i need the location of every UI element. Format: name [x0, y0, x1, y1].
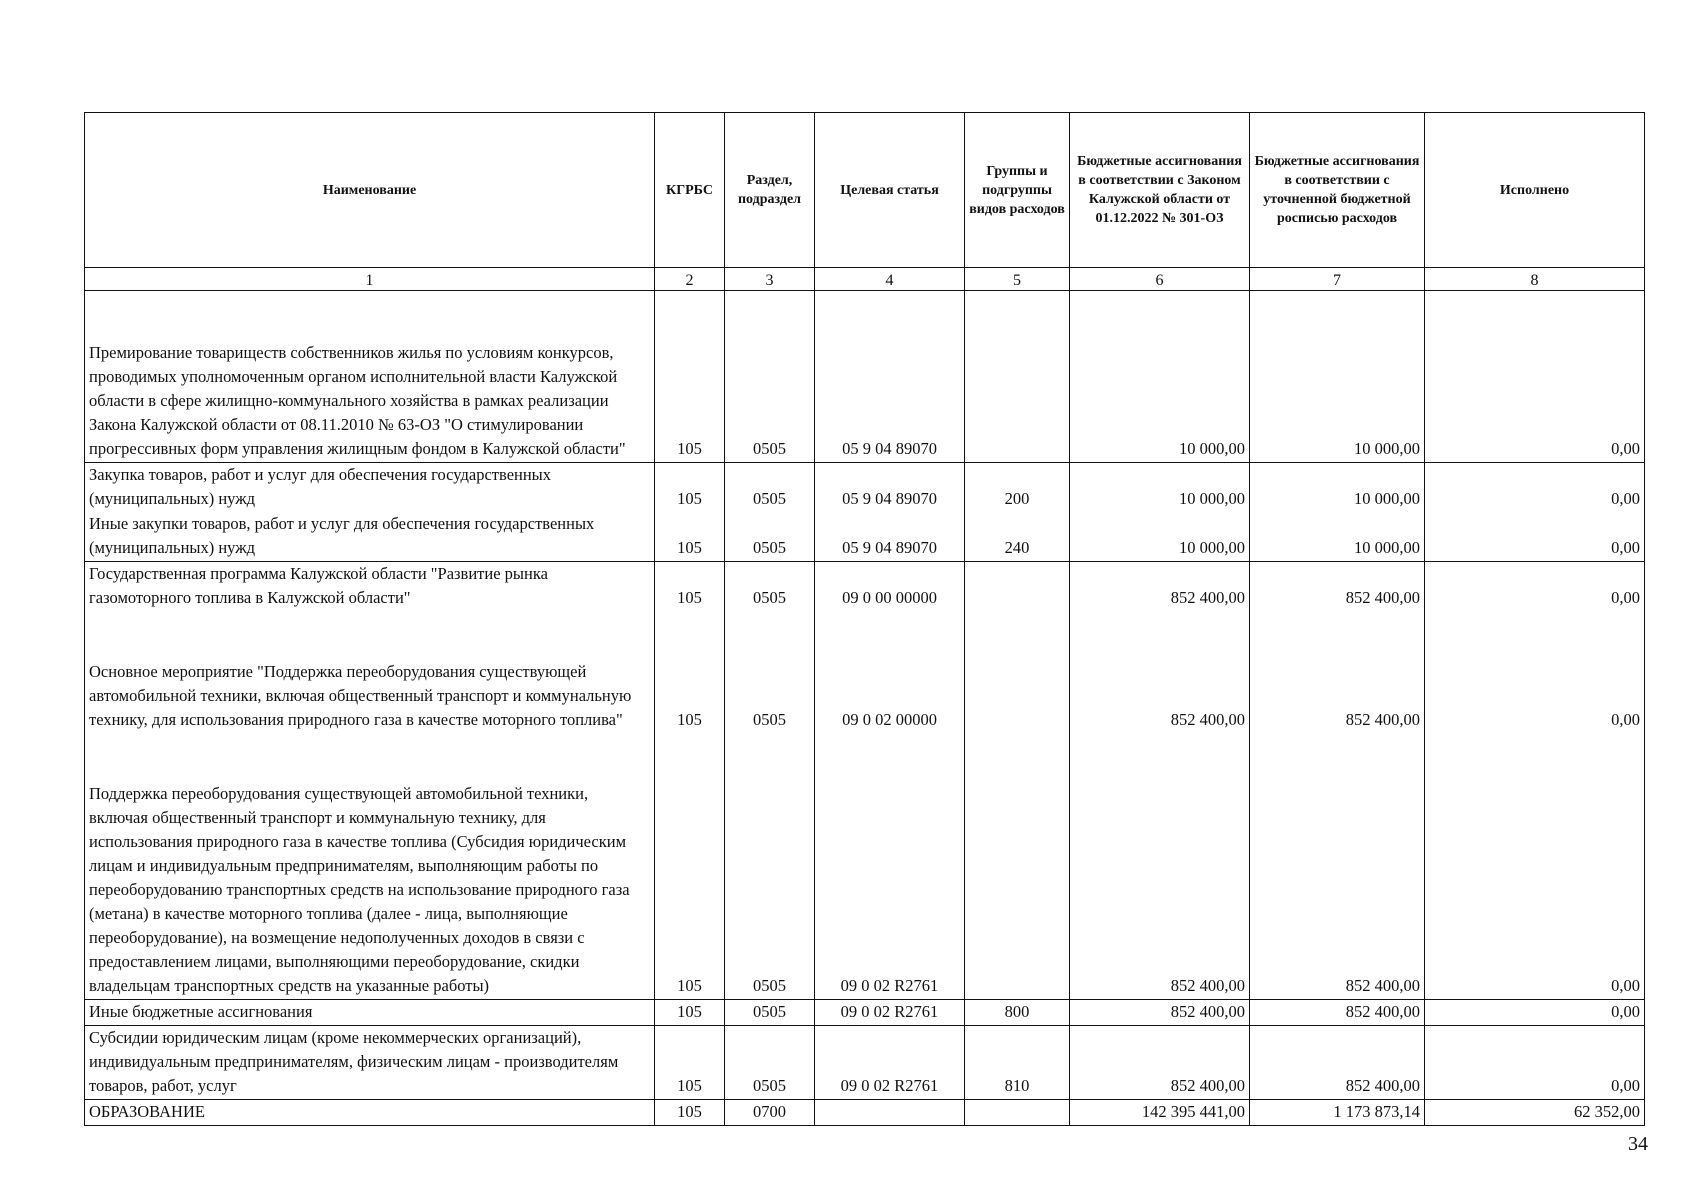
row-refined-allocation: 852 400,00 [1250, 733, 1425, 999]
row-expense-group [965, 1099, 1070, 1125]
row-executed: 0,00 [1425, 1025, 1645, 1099]
header-section: Раздел, подраздел [725, 113, 815, 268]
row-name: Иные закупки товаров, работ и услуг для обеспечения государственных (муниципальных) нужд [85, 512, 655, 562]
row-law-allocation: 852 400,00 [1070, 562, 1250, 612]
row-law-allocation: 852 400,00 [1070, 733, 1250, 999]
row-target-item [815, 1099, 965, 1125]
row-law-allocation: 10 000,00 [1070, 291, 1250, 463]
row-expense-group: 800 [965, 999, 1070, 1025]
row-expense-group [965, 733, 1070, 999]
row-expense-group: 810 [965, 1025, 1070, 1099]
row-target-item: 05 9 04 89070 [815, 512, 965, 562]
page-number: 34 [1628, 1133, 1648, 1155]
row-kgrbs: 105 [655, 512, 725, 562]
row-name: Премирование товариществ собственников жилья по условиям конкурсов, проводимых уполномоченным органом исполнительной власти Калужской области в сфере жилищно-коммунального хозяйства в рамках реализации Закона Калужской области от 08.11.2010 № 63-ОЗ "О стимулировании прогрессивных форм управления жилищным фондом в Калужской области" [85, 291, 655, 463]
column-number: 5 [965, 268, 1070, 291]
row-law-allocation: 852 400,00 [1070, 1025, 1250, 1099]
row-section: 0505 [725, 562, 815, 612]
row-expense-group: 240 [965, 512, 1070, 562]
row-kgrbs: 105 [655, 1025, 725, 1099]
row-refined-allocation: 10 000,00 [1250, 512, 1425, 562]
row-executed: 62 352,00 [1425, 1099, 1645, 1125]
row-name: Закупка товаров, работ и услуг для обеспечения государственных (муниципальных) нужд [85, 463, 655, 513]
row-kgrbs: 105 [655, 562, 725, 612]
row-section: 0505 [725, 733, 815, 999]
row-target-item: 05 9 04 89070 [815, 291, 965, 463]
row-target-item: 09 0 02 00000 [815, 611, 965, 733]
row-executed: 0,00 [1425, 611, 1645, 733]
header-target-item: Целевая статья [815, 113, 965, 268]
column-number: 1 [85, 268, 655, 291]
header-law-allocation: Бюджетные ассигнования в соответствии с Законом Калужской области от 01.12.2022 № 301-ОЗ [1070, 113, 1250, 268]
header-kgrbs: КГРБС [655, 113, 725, 268]
row-target-item: 09 0 02 R2761 [815, 999, 965, 1025]
row-expense-group [965, 291, 1070, 463]
row-refined-allocation: 10 000,00 [1250, 463, 1425, 513]
table-row [85, 611, 1645, 733]
row-section: 0505 [725, 291, 815, 463]
row-refined-allocation: 1 173 873,14 [1250, 1099, 1425, 1125]
row-executed: 0,00 [1425, 999, 1645, 1025]
row-law-allocation: 852 400,00 [1070, 611, 1250, 733]
header-refined-allocation: Бюджетные ассигнования в соответствии с уточненной бюджетной росписью расходов [1250, 113, 1425, 268]
table-row [85, 512, 1645, 562]
row-refined-allocation: 852 400,00 [1250, 611, 1425, 733]
table-row [85, 291, 1645, 463]
header-name: Наименование [85, 113, 655, 268]
row-target-item: 09 0 02 R2761 [815, 733, 965, 999]
budget-report-page [84, 112, 1644, 1126]
row-kgrbs: 105 [655, 291, 725, 463]
row-name: Поддержка переоборудования существующей автомобильной техники, включая общественный транспорт и коммунальную технику, для использования природного газа в качестве топлива (Субсидия юридическим лицам и индивидуальным предпринимателям, выполняющим работы по переоборудованию транспортных средств на использование природного газа (метана) в качестве моторного топлива (далее - лица, выполняющие переоборудование), на возмещение недополученных доходов в связи с предоставлением лицами, выполняющими переоборудование, скидки владельцам транспортных средств на указанные работы) [85, 733, 655, 999]
row-kgrbs: 105 [655, 999, 725, 1025]
row-name: Основное мероприятие "Поддержка переоборудования существующей автомобильной техники, включая общественный транспорт и коммунальную технику, для использования природного газа в качестве моторного топлива" [85, 611, 655, 733]
column-number: 3 [725, 268, 815, 291]
row-refined-allocation: 852 400,00 [1250, 999, 1425, 1025]
row-executed: 0,00 [1425, 733, 1645, 999]
header-row [85, 113, 1645, 268]
column-number: 7 [1250, 268, 1425, 291]
column-number: 4 [815, 268, 965, 291]
row-name: Субсидии юридическим лицам (кроме некоммерческих организаций), индивидуальным предпринимателям, физическим лицам - производителям товаров, работ, услуг [85, 1025, 655, 1099]
table-row [85, 562, 1645, 612]
row-section: 0505 [725, 999, 815, 1025]
row-refined-allocation: 852 400,00 [1250, 1025, 1425, 1099]
row-law-allocation: 10 000,00 [1070, 512, 1250, 562]
row-executed: 0,00 [1425, 562, 1645, 612]
row-target-item: 05 9 04 89070 [815, 463, 965, 513]
table-row [85, 999, 1645, 1025]
row-executed: 0,00 [1425, 512, 1645, 562]
column-number: 2 [655, 268, 725, 291]
row-section: 0700 [725, 1099, 815, 1125]
row-section: 0505 [725, 463, 815, 513]
column-number-row [85, 268, 1645, 291]
row-expense-group [965, 562, 1070, 612]
row-section: 0505 [725, 512, 815, 562]
row-kgrbs: 105 [655, 611, 725, 733]
budget-execution-table [84, 112, 1645, 1126]
table-body [85, 291, 1645, 1126]
row-law-allocation: 10 000,00 [1070, 463, 1250, 513]
row-law-allocation: 852 400,00 [1070, 999, 1250, 1025]
row-section: 0505 [725, 611, 815, 733]
table-row [85, 463, 1645, 513]
row-expense-group [965, 611, 1070, 733]
row-executed: 0,00 [1425, 463, 1645, 513]
row-kgrbs: 105 [655, 733, 725, 999]
row-name: Государственная программа Калужской области "Развитие рынка газомоторного топлива в Калужской области" [85, 562, 655, 612]
table-row [85, 733, 1645, 999]
row-refined-allocation: 852 400,00 [1250, 562, 1425, 612]
row-executed: 0,00 [1425, 291, 1645, 463]
row-name: Иные бюджетные ассигнования [85, 999, 655, 1025]
column-number: 8 [1425, 268, 1645, 291]
row-law-allocation: 142 395 441,00 [1070, 1099, 1250, 1125]
table-row [85, 1025, 1645, 1099]
header-expense-group: Группы и подгруппы видов расходов [965, 113, 1070, 268]
row-name: ОБРАЗОВАНИЕ [85, 1099, 655, 1125]
row-section: 0505 [725, 1025, 815, 1099]
header-executed: Исполнено [1425, 113, 1645, 268]
row-expense-group: 200 [965, 463, 1070, 513]
row-target-item: 09 0 00 00000 [815, 562, 965, 612]
table-row [85, 1099, 1645, 1125]
column-number: 6 [1070, 268, 1250, 291]
row-kgrbs: 105 [655, 463, 725, 513]
row-refined-allocation: 10 000,00 [1250, 291, 1425, 463]
row-kgrbs: 105 [655, 1099, 725, 1125]
row-target-item: 09 0 02 R2761 [815, 1025, 965, 1099]
